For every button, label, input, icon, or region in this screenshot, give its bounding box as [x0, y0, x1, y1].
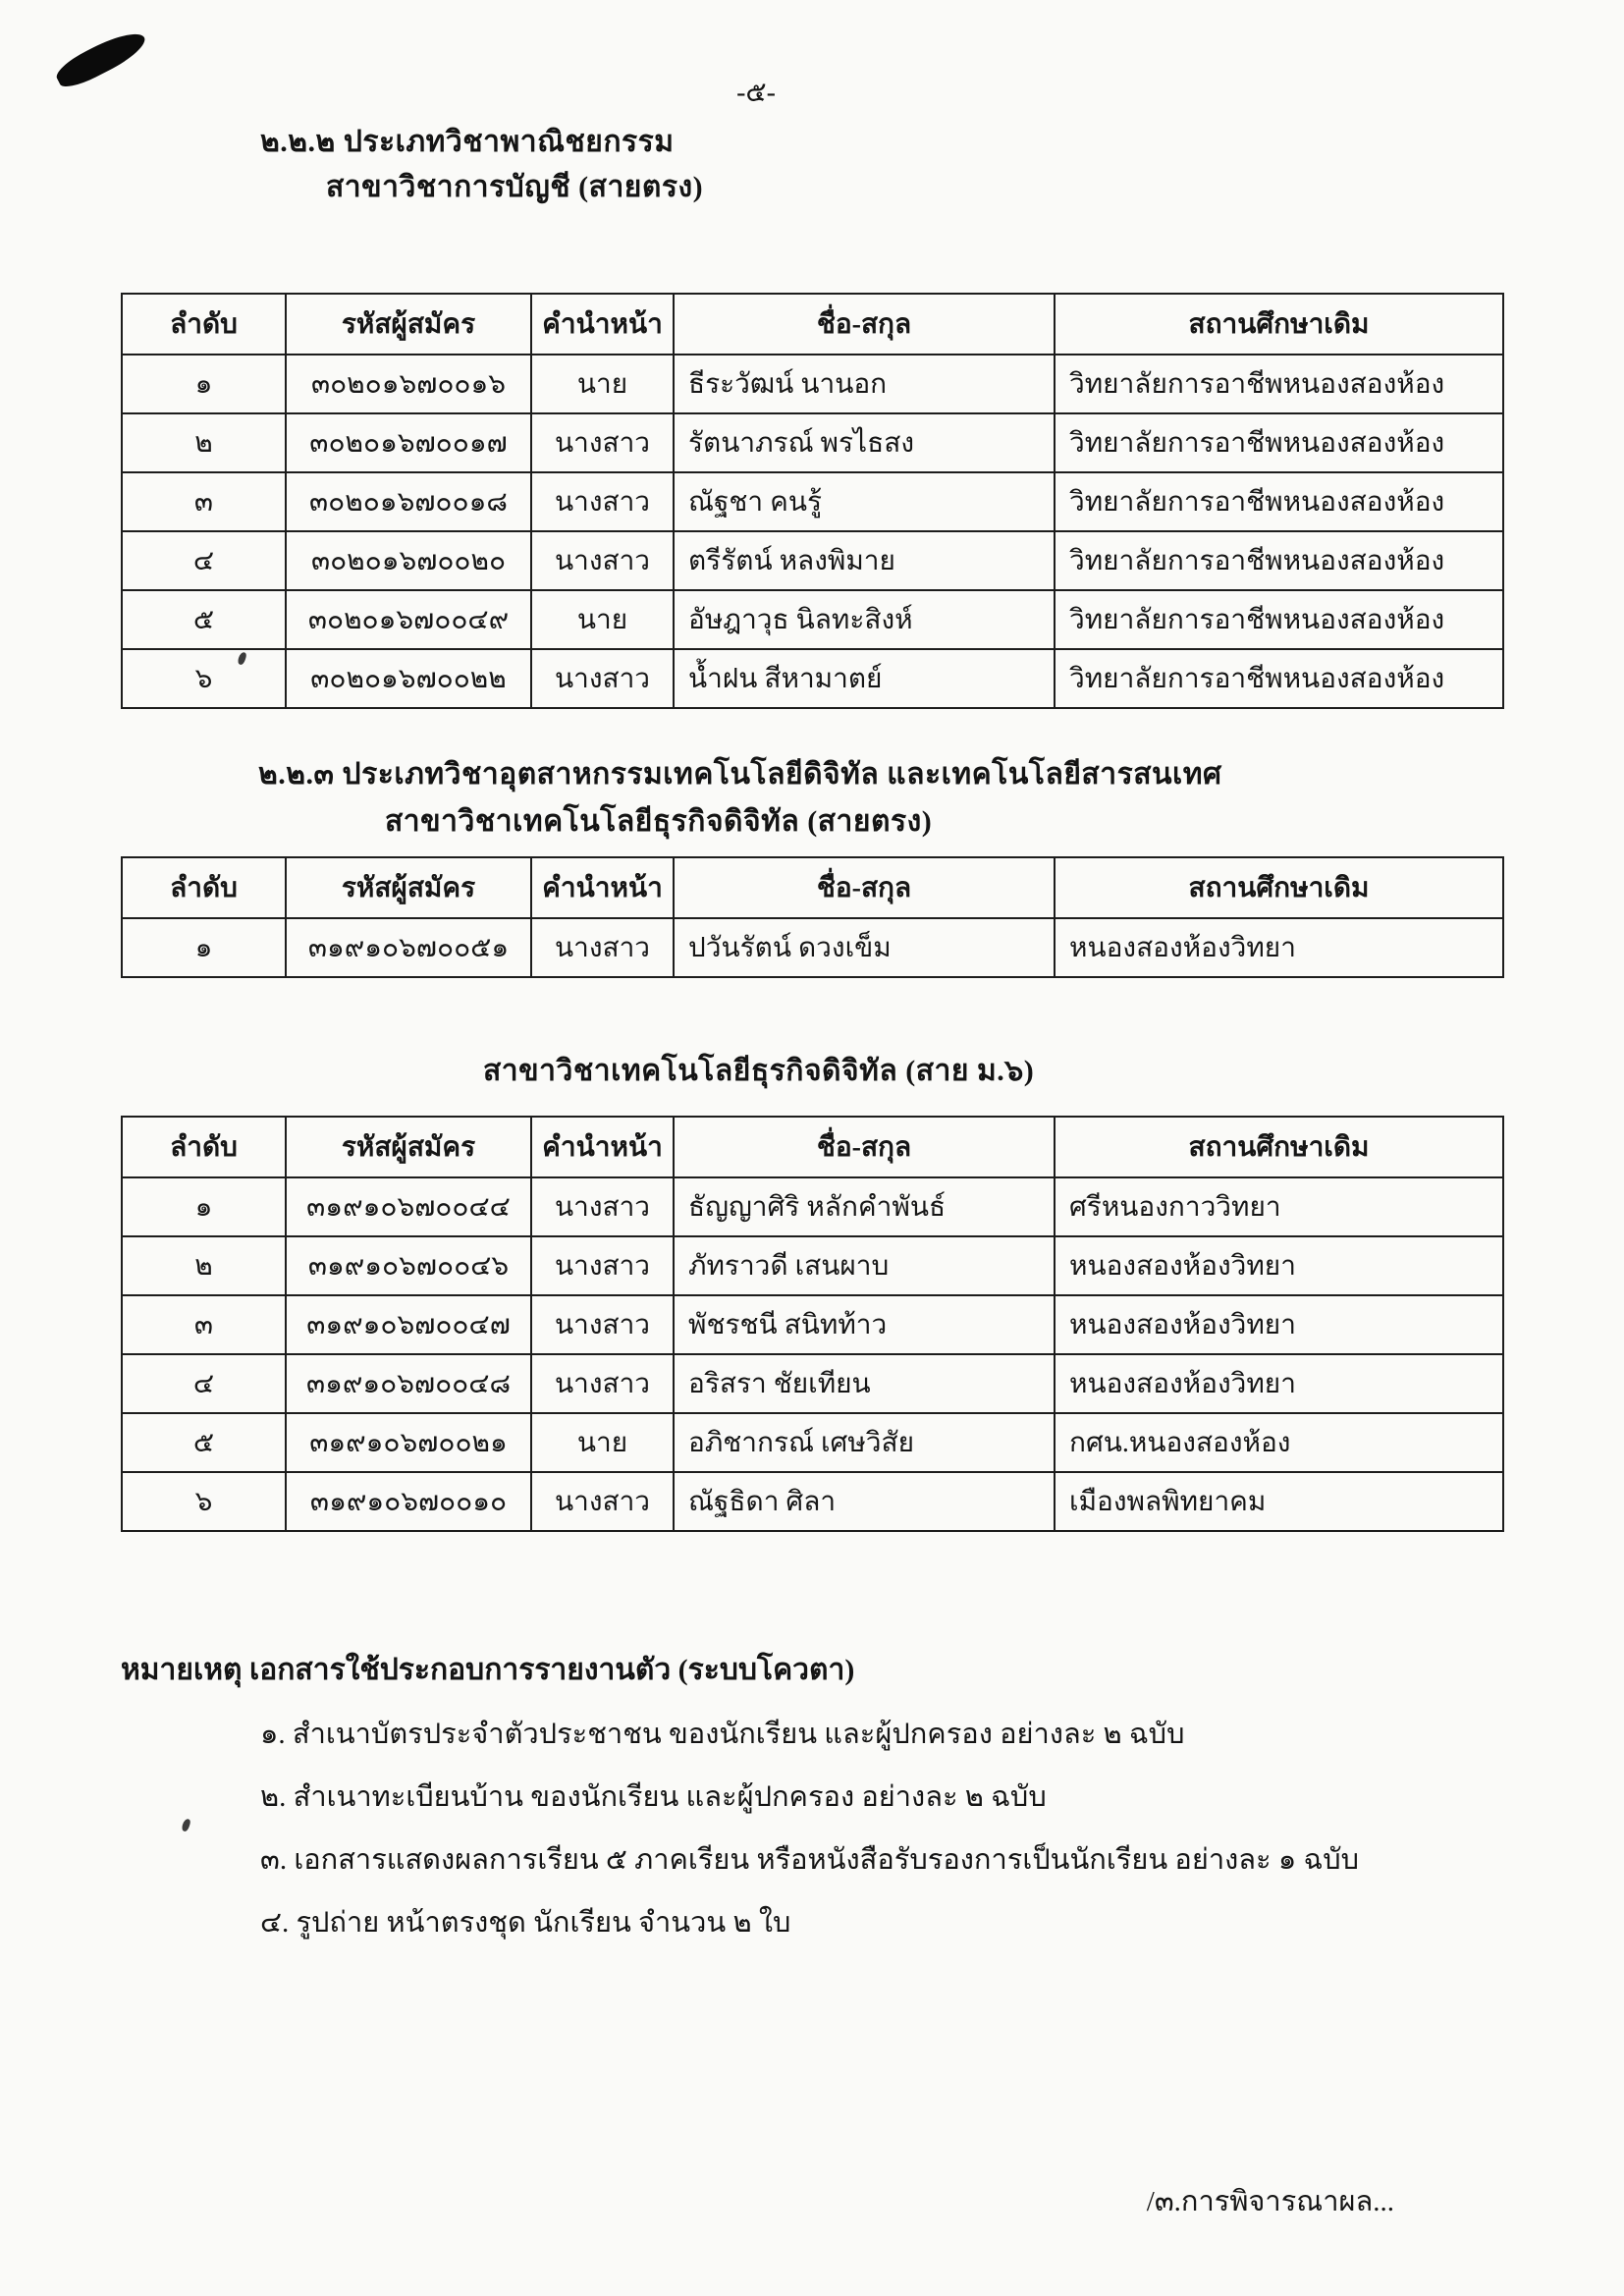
- cell-fullname: รัตนาภรณ์ พรไธสง: [674, 413, 1055, 472]
- cell-order: ๑: [122, 355, 286, 413]
- cell-fullname: น้ำฝน สีหามาตย์: [674, 649, 1055, 708]
- cell-fullname: พัชรชนี สนิทท้าว: [674, 1295, 1055, 1354]
- cell-title-prefix: นางสาว: [531, 918, 674, 977]
- cell-applicant-code: ๓๐๒๐๑๖๗๐๐๔๙: [286, 590, 531, 649]
- table-row: [122, 918, 1503, 977]
- header-row: [122, 294, 1503, 355]
- section-heading: ๒.๒.๓ ประเภทวิชาอุตสาหกรรมเทคโนโลยีดิจิทัล และเทคโนโลยีสารสนเทศ: [258, 758, 1222, 791]
- table-row: [122, 1295, 1503, 1354]
- table-row: [122, 355, 1503, 413]
- cell-order: ๒: [122, 413, 286, 472]
- cell-title-prefix: นางสาว: [531, 1472, 674, 1531]
- cell-order: ๓: [122, 472, 286, 531]
- section-digital-business-m6: [0, 1053, 1624, 1532]
- table-row: [122, 1354, 1503, 1413]
- cell-previous-school: วิทยาลัยการอาชีพหนองสองห้อง: [1055, 472, 1503, 531]
- cell-order: ๕: [122, 1413, 286, 1472]
- section-commerce: [0, 124, 1624, 709]
- column-header: รหัสผู้สมัคร: [286, 857, 531, 918]
- cell-previous-school: เมืองพลพิทยาคม: [1055, 1472, 1503, 1531]
- cell-applicant-code: ๓๐๒๐๑๖๗๐๐๑๖: [286, 355, 531, 413]
- page-footer-next-section: /๓.การพิจารณาผล...: [1146, 2186, 1394, 2217]
- cell-previous-school: วิทยาลัยการอาชีพหนองสองห้อง: [1055, 590, 1503, 649]
- notes-section: [0, 1652, 1624, 1941]
- note-item: ๑. สำเนาบัตรประจำตัวประชาชน ของนักเรียน และผู้ปกครอง อย่างละ ๒ ฉบับ: [260, 1719, 1185, 1750]
- cell-fullname: ตรีรัตน์ หลงพิมาย: [674, 531, 1055, 590]
- cell-applicant-code: ๓๑๙๑๐๖๗๐๐๑๐: [286, 1472, 531, 1531]
- cell-title-prefix: นางสาว: [531, 1295, 674, 1354]
- cell-fullname: อภิชากรณ์ เศษวิสัย: [674, 1413, 1055, 1472]
- section-subheading: สาขาวิชาการบัญชี (สายตรง): [326, 171, 704, 203]
- section-heading: ๒.๒.๒ ประเภทวิชาพาณิชยกรรม: [260, 126, 675, 158]
- cell-fullname: ปวันรัตน์ ดวงเข็ม: [674, 918, 1055, 977]
- cell-applicant-code: ๓๑๙๑๐๖๗๐๐๔๔: [286, 1177, 531, 1236]
- cell-applicant-code: ๓๐๒๐๑๖๗๐๐๑๗: [286, 413, 531, 472]
- cell-order: ๑: [122, 918, 286, 977]
- column-header: คำนำหน้า: [531, 294, 674, 355]
- column-header: รหัสผู้สมัคร: [286, 294, 531, 355]
- cell-previous-school: หนองสองห้องวิทยา: [1055, 1354, 1503, 1413]
- table-row: [122, 1413, 1503, 1472]
- cell-title-prefix: นาย: [531, 355, 674, 413]
- cell-applicant-code: ๓๑๙๑๐๖๗๐๐๔๗: [286, 1295, 531, 1354]
- cell-order: ๔: [122, 531, 286, 590]
- column-header: รหัสผู้สมัคร: [286, 1117, 531, 1177]
- cell-fullname: ธัญญาศิริ หลักคำพันธ์: [674, 1177, 1055, 1236]
- note-item: ๔. รูปถ่าย หน้าตรงชุด นักเรียน จำนวน ๒ ใบ: [260, 1907, 791, 1939]
- column-header: คำนำหน้า: [531, 857, 674, 918]
- page-number: -๕-: [736, 78, 776, 108]
- table-row: [122, 531, 1503, 590]
- cell-order: ๑: [122, 1177, 286, 1236]
- cell-order: ๕: [122, 590, 286, 649]
- cell-previous-school: ศรีหนองกาววิทยา: [1055, 1177, 1503, 1236]
- cell-applicant-code: ๓๑๙๑๐๖๗๐๐๕๑: [286, 918, 531, 977]
- column-header: ชื่อ-สกุล: [674, 294, 1055, 355]
- header-row: [122, 1117, 1503, 1177]
- cell-previous-school: วิทยาลัยการอาชีพหนองสองห้อง: [1055, 531, 1503, 590]
- header-row: [122, 857, 1503, 918]
- roster-table-accounting: [121, 293, 1504, 709]
- column-header: สถานศึกษาเดิม: [1055, 1117, 1503, 1177]
- cell-previous-school: หนองสองห้องวิทยา: [1055, 918, 1503, 977]
- cell-applicant-code: ๓๑๙๑๐๖๗๐๐๔๘: [286, 1354, 531, 1413]
- column-header: ลำดับ: [122, 294, 286, 355]
- cell-title-prefix: นางสาว: [531, 413, 674, 472]
- note-item: ๒. สำเนาทะเบียนบ้าน ของนักเรียน และผู้ปกครอง อย่างละ ๒ ฉบับ: [260, 1781, 1047, 1813]
- section-subheading: สาขาวิชาเทคโนโลยีธุรกิจดิจิทัล (สาย ม.๖): [483, 1055, 1035, 1087]
- cell-title-prefix: นางสาว: [531, 1236, 674, 1295]
- notes-heading: หมายเหตุ เอกสารใช้ประกอบการรายงานตัว (ระบบโควตา): [121, 1654, 855, 1686]
- table-row: [122, 1177, 1503, 1236]
- table-row: [122, 590, 1503, 649]
- cell-order: ๖: [122, 1472, 286, 1531]
- column-header: ลำดับ: [122, 1117, 286, 1177]
- cell-applicant-code: ๓๑๙๑๐๖๗๐๐๔๖: [286, 1236, 531, 1295]
- cell-previous-school: หนองสองห้องวิทยา: [1055, 1236, 1503, 1295]
- cell-title-prefix: นางสาว: [531, 472, 674, 531]
- cell-title-prefix: นางสาว: [531, 1177, 674, 1236]
- cell-fullname: อัษฎาวุธ นิลทะสิงห์: [674, 590, 1055, 649]
- cell-previous-school: กศน.หนองสองห้อง: [1055, 1413, 1503, 1472]
- table-row: [122, 649, 1503, 708]
- cell-fullname: ธีระวัฒน์ นานอก: [674, 355, 1055, 413]
- cell-previous-school: วิทยาลัยการอาชีพหนองสองห้อง: [1055, 355, 1503, 413]
- table-row: [122, 1472, 1503, 1531]
- cell-order: ๔: [122, 1354, 286, 1413]
- roster-table-digital-business-direct: [121, 856, 1504, 978]
- table-row: [122, 472, 1503, 531]
- note-item: ๓. เอกสารแสดงผลการเรียน ๕ ภาคเรียน หรือหนังสือรับรองการเป็นนักเรียน อย่างละ ๑ ฉบับ: [260, 1844, 1360, 1876]
- cell-previous-school: วิทยาลัยการอาชีพหนองสองห้อง: [1055, 649, 1503, 708]
- cell-applicant-code: ๓๐๒๐๑๖๗๐๐๑๘: [286, 472, 531, 531]
- cell-fullname: ณัฐธิดา ศิลา: [674, 1472, 1055, 1531]
- cell-fullname: ภัทราวดี เสนผาบ: [674, 1236, 1055, 1295]
- roster-table-digital-business-m6: [121, 1116, 1504, 1532]
- cell-title-prefix: นาย: [531, 590, 674, 649]
- table-row: [122, 413, 1503, 472]
- cell-title-prefix: นาย: [531, 1413, 674, 1472]
- cell-order: ๓: [122, 1295, 286, 1354]
- column-header: คำนำหน้า: [531, 1117, 674, 1177]
- section-subheading: สาขาวิชาเทคโนโลยีธุรกิจดิจิทัล (สายตรง): [385, 805, 933, 838]
- cell-order: ๒: [122, 1236, 286, 1295]
- column-header: ชื่อ-สกุล: [674, 1117, 1055, 1177]
- table-row: [122, 1236, 1503, 1295]
- cell-title-prefix: นางสาว: [531, 531, 674, 590]
- section-digital-tech: [0, 756, 1624, 978]
- cell-fullname: ณัฐชา คนรู้: [674, 472, 1055, 531]
- cell-title-prefix: นางสาว: [531, 1354, 674, 1413]
- cell-applicant-code: ๓๐๒๐๑๖๗๐๐๒๐: [286, 531, 531, 590]
- column-header: ลำดับ: [122, 857, 286, 918]
- column-header: สถานศึกษาเดิม: [1055, 857, 1503, 918]
- cell-fullname: อริสรา ชัยเทียน: [674, 1354, 1055, 1413]
- cell-previous-school: หนองสองห้องวิทยา: [1055, 1295, 1503, 1354]
- column-header: สถานศึกษาเดิม: [1055, 294, 1503, 355]
- cell-applicant-code: ๓๑๙๑๐๖๗๐๐๒๑: [286, 1413, 531, 1472]
- cell-applicant-code: ๓๐๒๐๑๖๗๐๐๒๒: [286, 649, 531, 708]
- column-header: ชื่อ-สกุล: [674, 857, 1055, 918]
- cell-title-prefix: นางสาว: [531, 649, 674, 708]
- cell-order: ๖: [122, 649, 286, 708]
- cell-previous-school: วิทยาลัยการอาชีพหนองสองห้อง: [1055, 413, 1503, 472]
